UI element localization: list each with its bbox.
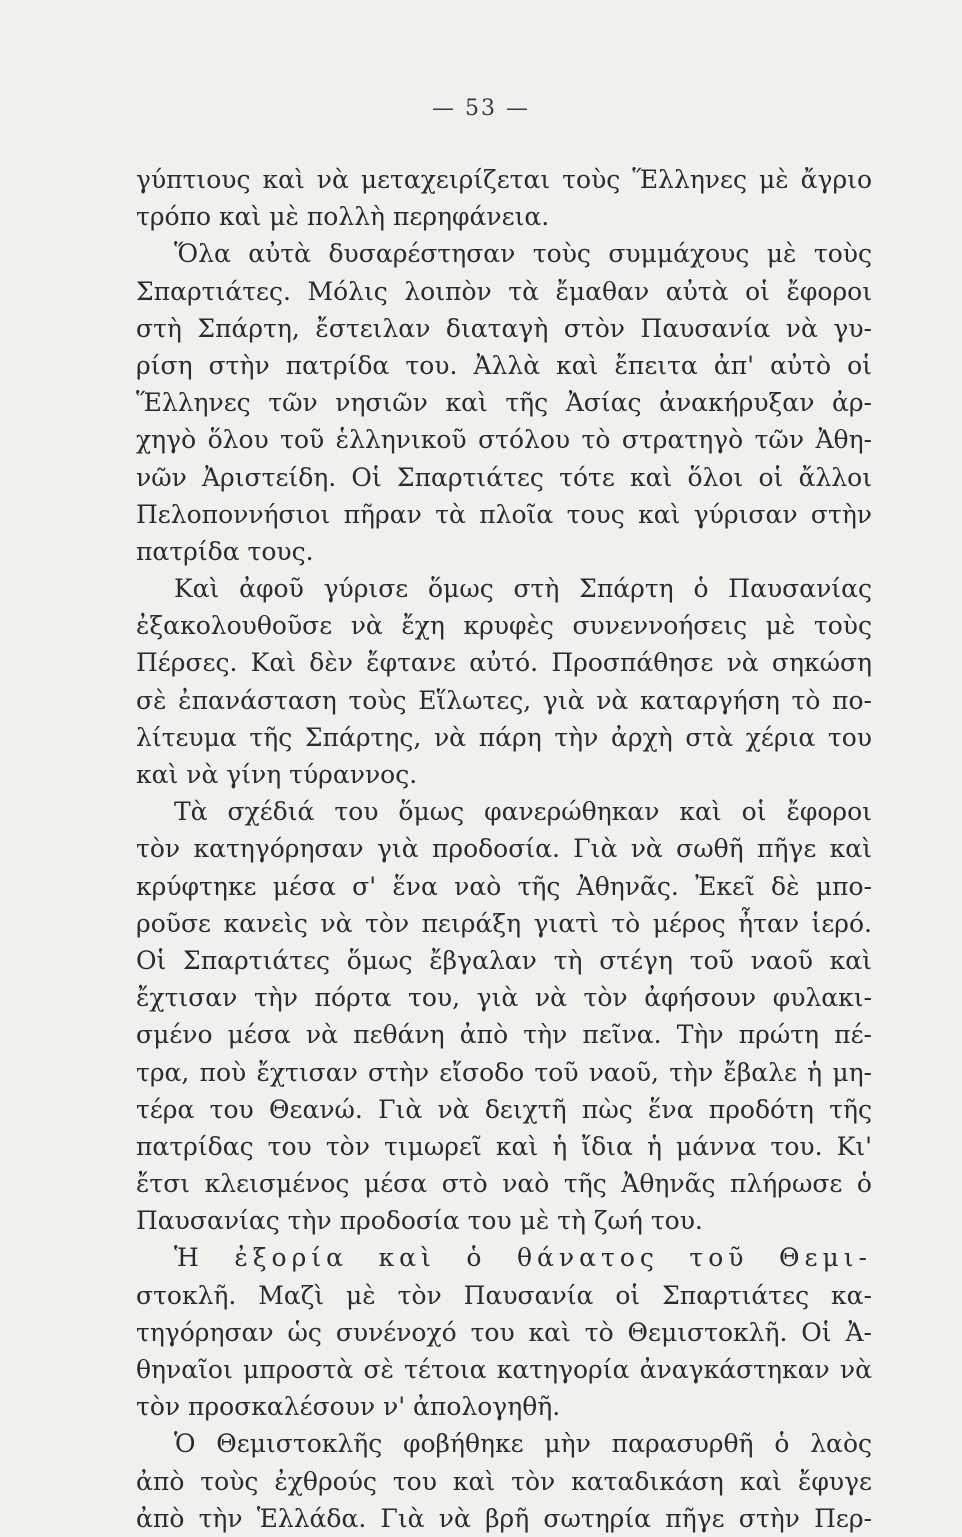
- page-number: — 53 —: [432, 96, 530, 121]
- text-line: τηγόρησαν ὡς συνένοχό του καὶ τὸ Θεμιστοκλῆ. Οἱ Ἀ-: [136, 1317, 872, 1347]
- text-line: κρύφτηκε μέσα σ' ἕνα ναὸ τῆς Ἀθηνᾶς. Ἐκεῖ δὲ μπο-: [136, 871, 872, 901]
- text-line: Ὅλα αὐτὰ δυσαρέστησαν τοὺς συμμάχους μὲ τοὺς: [174, 239, 872, 269]
- text-line: σὲ ἐπανάσταση τοὺς Εἵλωτες, γιὰ νὰ καταργήση τὸ πο-: [136, 685, 872, 715]
- text-line: πατρίδα τους.: [136, 536, 314, 566]
- text-line: στὴ Σπάρτη, ἔστειλαν διαταγὴ στὸν Παυσανία νὰ γυ-: [136, 313, 872, 343]
- text-line: Πελοποννήσιοι πῆραν τὰ πλοῖα τους καὶ γύρισαν στὴν: [136, 499, 872, 529]
- text-line: τρα, ποὺ ἔχτισαν στὴν εἴσοδο τοῦ ναοῦ, τὴν ἔβαλε ἡ μη-: [136, 1057, 872, 1087]
- text-line: τὸν προσκαλέσουν ν' ἀπολογηθῆ.: [136, 1392, 561, 1422]
- text-line: Πέρσες. Καὶ δὲν ἔφτανε αὐτό. Προσπάθησε νὰ σηκώση: [136, 648, 872, 678]
- text-line: τέρα του Θεανώ. Γιὰ νὰ δειχτῆ πὼς ἕνα προδότη τῆς: [136, 1094, 872, 1124]
- text-line: Σπαρτιάτες. Μόλις λοιπὸν τὰ ἔμαθαν αὐτὰ οἱ ἔφοροι: [136, 276, 872, 306]
- text-line: χηγὸ ὅλου τοῦ ἑλληνικοῦ στόλου τὸ στρατηγὸ τῶν Ἀθη-: [136, 425, 872, 455]
- text-line: ρίση στὴν πατρίδα του. Ἀλλὰ καὶ ἔπειτα ἀπ' αὐτὸ οἱ: [136, 350, 872, 380]
- text-line: Τὰ σχέδιά του ὅμως φανερώθηκαν καὶ οἱ ἔφοροι: [174, 797, 872, 827]
- text-line: ροῦσε κανεὶς νὰ τὸν πειράξη γιατὶ τὸ μέρος ἦταν ἱερό.: [136, 908, 872, 938]
- text-line: γύπτιους καὶ νὰ μεταχειρίζεται τοὺς Ἕλληνες μὲ ἄγριο: [136, 165, 872, 194]
- text-line: ἀπὸ τοὺς ἐχθρούς του καὶ τὸν καταδικάση καὶ ἔφυγε: [136, 1466, 872, 1496]
- text-line: ἔχτισαν τὴν πόρτα του, γιὰ νὰ τὸν ἀφήσουν φυλακι-: [136, 983, 872, 1013]
- text-line: Ὁ Θεμιστοκλῆς φοβήθηκε μὴν παρασυρθῆ ὁ λαὸς: [174, 1429, 872, 1459]
- text-line: ἔτσι κλεισμένος μέσα στὸ ναὸ τῆς Ἀθηνᾶς πλήρωσε ὁ: [136, 1169, 872, 1199]
- text-line: Οἱ Σπαρτιάτες ὅμως ἔβγαλαν τὴ στέγη τοῦ ναοῦ καὶ: [136, 945, 872, 975]
- text-line: λίτευμα τῆς Σπάρτης, νὰ πάρη τὴν ἀρχὴ στὰ χέρια του: [136, 722, 872, 752]
- text-line: ἐξακολουθοῦσε νὰ ἔχη κρυφὲς συνεννοήσεις μὲ τοὺς: [136, 611, 872, 641]
- text-line: στοκλῆ. Μαζὶ μὲ τὸν Παυσανία οἱ Σπαρτιάτες κα-: [136, 1280, 872, 1310]
- text-line: ἀπὸ τὴν Ἑλλάδα. Γιὰ νὰ βρῆ σωτηρία πῆγε στὴν Περ-: [136, 1503, 872, 1533]
- body-text: [136, 161, 872, 1537]
- text-line: τρόπο καὶ μὲ πολλὴ περηφάνεια.: [136, 202, 550, 232]
- text-line: Καὶ ἀφοῦ γύρισε ὅμως στὴ Σπάρτη ὁ Παυσανίας: [174, 574, 872, 604]
- text-line: νῶν Ἀριστείδη. Οἱ Σπαρτιάτες τότε καὶ ὅλοι οἱ ἄλλοι: [136, 462, 872, 492]
- text-line: πατρίδας του τὸν τιμωρεῖ καὶ ἡ ἴδια ἡ μάννα του. Κι': [136, 1131, 872, 1161]
- text-line: σμένο μέσα νὰ πεθάνη ἀπὸ τὴν πεῖνα. Τὴν πρώτη πέ-: [136, 1020, 872, 1050]
- text-line: καὶ νὰ γίνη τύραννος.: [136, 760, 418, 789]
- text-line: τὸν κατηγόρησαν γιὰ προδοσία. Γιὰ νὰ σωθῆ πῆγε καὶ: [136, 834, 872, 864]
- section-heading: Ἡ ἐξορία καὶ ὁ θάνατος τοῦ Θεμι-: [174, 1243, 872, 1273]
- text-line: Ἕλληνες τῶν νησιῶν καὶ τῆς Ἀσίας ἀνακήρυξαν ἀρ-: [136, 388, 872, 418]
- text-line: Παυσανίας τὴν προδοσία του μὲ τὴ ζωή του.: [136, 1206, 703, 1236]
- text-line: θηναῖοι μπροστὰ σὲ τέτοια κατηγορία ἀναγκάστηκαν νὰ: [136, 1355, 872, 1384]
